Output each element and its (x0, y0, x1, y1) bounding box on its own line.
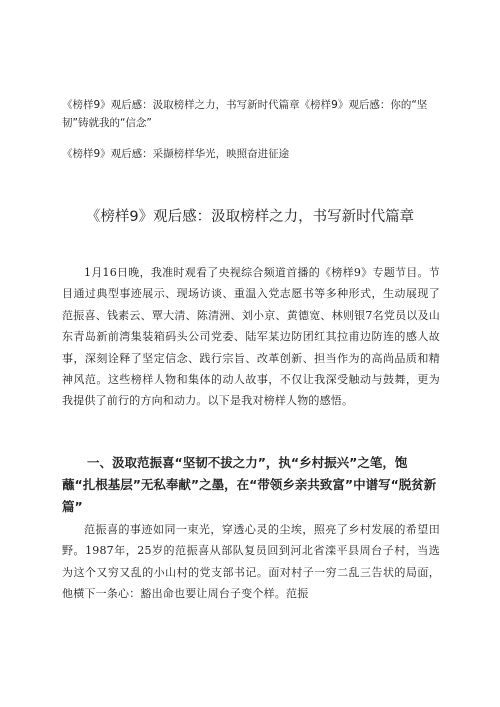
intro-paragraph: 1月16日晚，我准时观看了央视综合频道首播的《榜样9》专题节目。节目通过典型事迹展示、现场访谈、重温入党志愿书等多种形式，生动展现了范振喜、钱素云、覃大清、陈清洲、刘小京、黄德宽、林则银7名党员以及山东青岛新前湾集装箱码头公司党委、陆军某边防团红其拉甫边防连的感人故事，深刻诠释了坚定信念、践行宗旨、改革创新、担当作为的高尚品质和精神风范。这些榜样人物和集体的动人故事，不仅让我深受触动与鼓舞，更为我提供了前行的方向和动力。以下是我对榜样人物的感悟。 (62, 266, 440, 408)
section-heading: 一、汲取范振喜“坚韧不拔之力”，执“乡村振兴”之笔，饱蘸“扎根基层”无私奉献”之墨，在“带领乡亲共致富”中谱写“脱贫新篇” (62, 455, 437, 514)
section-paragraph: 范振喜的事迹如同一束光，穿透心灵的尘埃，照亮了乡村发展的希望田野。1987年，25岁的范振喜从部队复员回到河北省滦平县周台子村，当选为这个又穷又乱的小山村的党支部书记。面对村子一穷二乱三告状的局面，他横下一条心：豁出命也要让周台子变个样。范振 (62, 523, 440, 601)
article-title: 《榜样9》观后感：汲取榜样之力，书写新时代篇章 (85, 209, 415, 225)
toc-entry-2[interactable]: 《榜样9》观后感：采撷榜样华光，映照奋进征途 (62, 148, 290, 160)
toc-entry-1[interactable]: 《榜样9》观后感：汲取榜样之力，书写新时代篇章《榜样9》观后感：你的“坚韧”铸就我的“信念” (62, 99, 428, 129)
